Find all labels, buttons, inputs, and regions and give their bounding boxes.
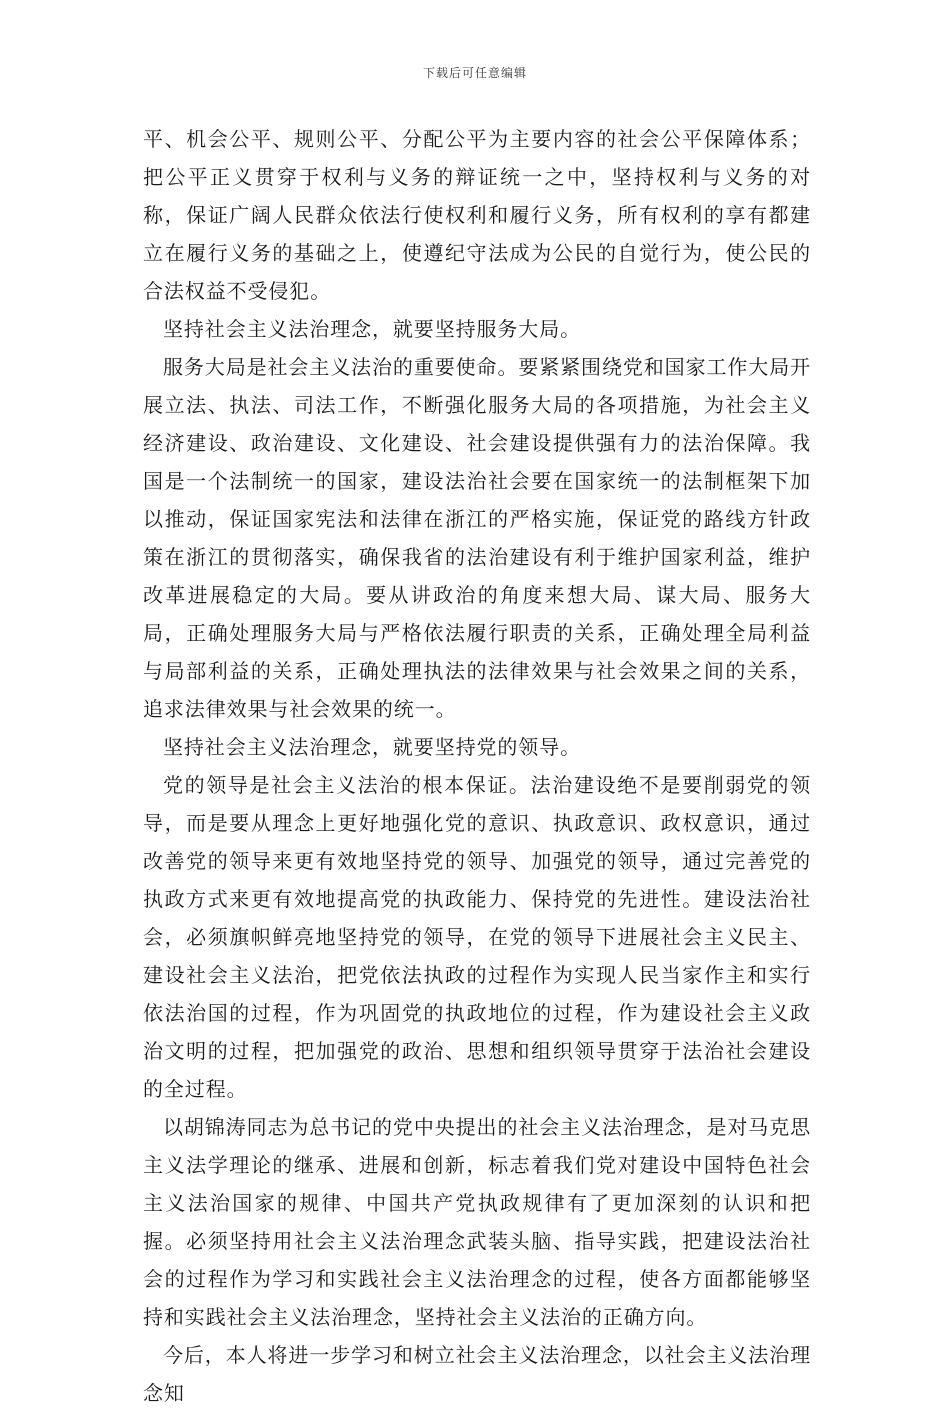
paragraph-heading-serve-overall: 坚持社会主义法治理念，就要坚持服务大局。 bbox=[163, 317, 581, 341]
paragraph-heading-party-leadership: 坚持社会主义法治理念，就要坚持党的领导。 bbox=[163, 735, 581, 759]
paragraph-future-commitment: 今后，本人将进一步学习和树立社会主义法治理念，以社会主义法治理念知 bbox=[143, 1343, 811, 1405]
paragraph-party-leadership: 党的领导是社会主义法治的根本保证。法治建设绝不是要削弱党的领导，而是要从理念上更好地强化党的意识、执政意识、政权意识，通过改善党的领导来更有效地坚持党的领导、加强党的领导，通过完善党的执政方式来更有效地提高党的执政能力、保持党的先进性。建设法治社会，必须旗帜鲜亮地坚持党的领导，在党的领导下进展社会主义民主、建设社会主义法治，把党依法执政的过程作为实现人民当家作主和实行依法治国的过程，作为巩固党的执政地位的过程，作为建设社会主义政治文明的过程，把加强党的政治、思想和组织领导贯穿于法治社会建设的全过程。 bbox=[143, 773, 811, 1101]
document-body bbox=[143, 120, 811, 1412]
paragraph-rule-of-law-concept: 以胡锦涛同志为总书记的党中央提出的社会主义法治理念，是对马克思主义法学理论的继承、进展和创新，标志着我们党对建设中国特色社会主义法治国家的规律、中国共产党执政规律有了更加深刻的认识和把握。必须坚持用社会主义法治理念武装头脑、指导实践，把建设法治社会的过程作为学习和实践社会主义法治理念的过程，使各方面都能够坚持和实践社会主义法治理念，坚持社会主义法治的正确方向。 bbox=[143, 1115, 811, 1329]
page-header-caption: 下载后可任意编辑 bbox=[422, 66, 527, 80]
paragraph-continuation: 平、机会公平、规则公平、分配公平为主要内容的社会公平保障体系；把公平正义贯穿于权利与义务的辩证统一之中，坚持权利与义务的对称，保证广阔人民群众依法行使权利和履行义务，所有权利的享有都建立在履行义务的基础之上，使遵纪守法成为公民的自觉行为，使公民的合法权益不受侵犯。 bbox=[143, 127, 811, 303]
paragraph-serve-overall: 服务大局是社会主义法治的重要使命。要紧紧围绕党和国家工作大局开展立法、执法、司法工作，不断强化服务大局的各项措施，为社会主义经济建设、政治建设、文化建设、社会建设提供强有力的法治保障。我国是一个法制统一的国家，建设法治社会要在国家统一的法制框架下加以推动，保证国家宪法和法律在浙江的严格实施，保证党的路线方针政策在浙江的贯彻落实，确保我省的法治建设有利于维护国家利益，维护改革进展稳定的大局。要从讲政治的角度来想大局、谋大局、服务大局，正确处理服务大局与严格依法履行职责的关系，正确处理全局利益与局部利益的关系，正确处理执法的法律效果与社会效果之间的关系，追求法律效果与社会效果的统一。 bbox=[143, 355, 811, 721]
